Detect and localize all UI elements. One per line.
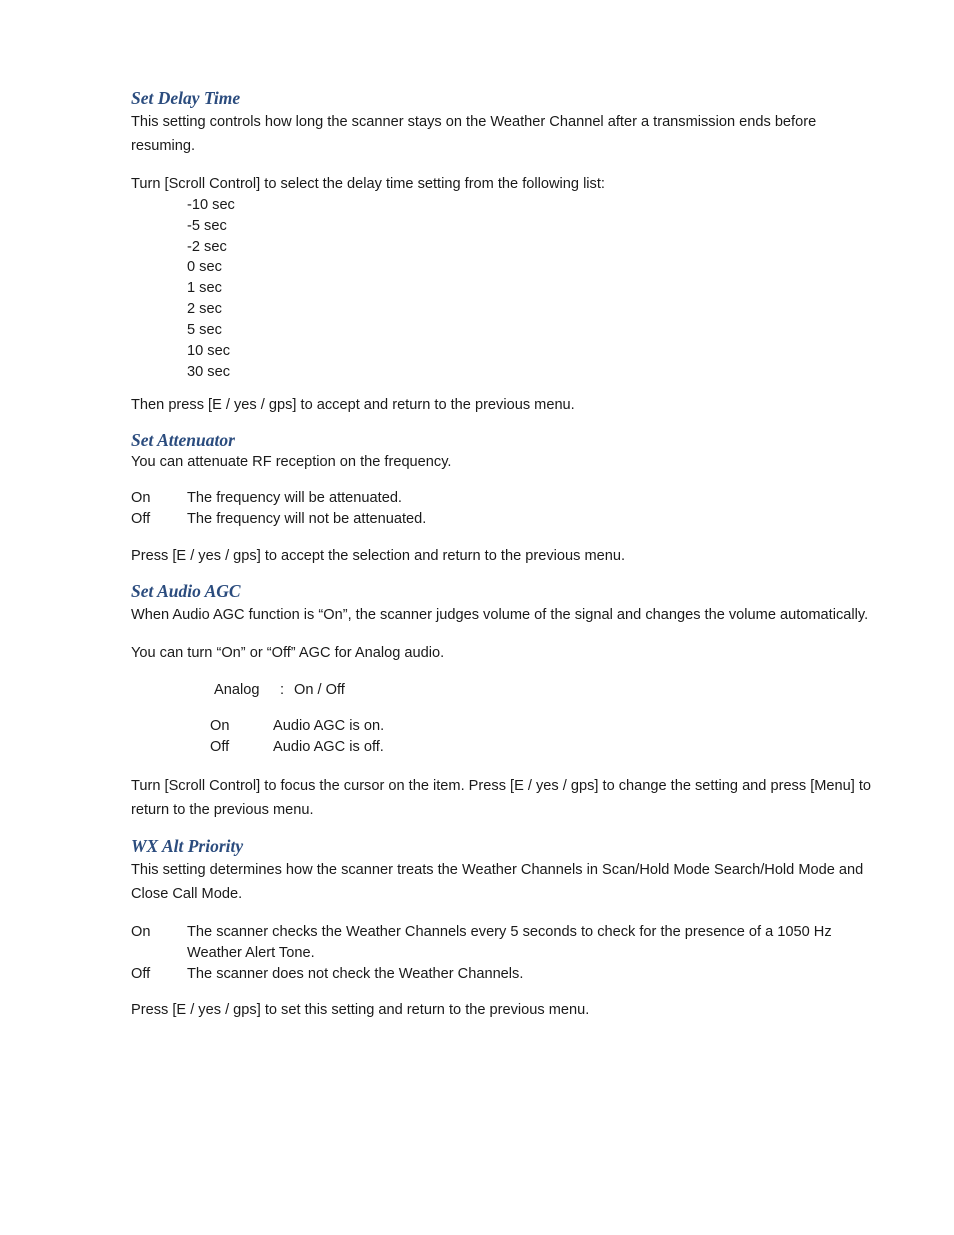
definition-term: Off (131, 965, 151, 982)
section-intro: When Audio AGC function is “On”, the scanner judges volume of the signal and changes the volume automatically. (131, 606, 869, 623)
definition-desc: The scanner does not check the Weather Channels. (187, 965, 524, 982)
list-item: 30 sec (187, 363, 230, 380)
list-item: -5 sec (187, 217, 227, 234)
section-intro: This setting controls how long the scanner stays on the Weather Channel after a transmission ends before resuming. (131, 114, 817, 154)
list-item: 10 sec (187, 343, 230, 360)
section-closing: Turn [Scroll Control] to focus the cursor on the item. Press [E / yes / gps] to change the setting and press [Menu] to return to the previous menu. (131, 777, 872, 818)
section-heading: Set Attenuator (131, 429, 235, 450)
setting-separator: : (280, 681, 285, 698)
definition-desc: Audio AGC is on. (273, 718, 385, 735)
section-intro: You can attenuate RF reception on the frequency. (131, 453, 452, 470)
section-wx-alt-priority (131, 834, 876, 1021)
section-instruction: Turn [Scroll Control] to select the delay time setting from the following list: (131, 176, 605, 192)
list-item: -2 sec (187, 238, 227, 255)
list-item: 2 sec (187, 301, 222, 318)
section-closing: Then press [E / yes / gps] to accept and return to the previous menu. (131, 396, 575, 413)
section-set-audio-agc (131, 579, 876, 822)
section-set-attenuator (131, 428, 876, 567)
setting-label: Analog (214, 681, 260, 698)
definition-row (131, 922, 876, 964)
setting-value: On / Off (294, 681, 345, 698)
document-page (131, 86, 876, 1021)
section-instruction: You can turn “On” or “Off” AGC for Analog audio. (131, 644, 445, 661)
definition-desc: The scanner checks the Weather Channels every 5 seconds to check for the presence of a 1050 Hz Weather Alert Tone. (187, 923, 832, 961)
definition-row (131, 964, 876, 985)
delay-time-list (187, 195, 876, 383)
definition-row (210, 716, 876, 737)
section-closing: Press [E / yes / gps] to accept the selection and return to the previous menu. (131, 548, 626, 564)
agc-setting-line (214, 680, 876, 701)
section-heading: WX Alt Priority (131, 835, 244, 856)
definition-term: On (210, 718, 230, 735)
definition-desc: The frequency will not be attenuated. (187, 511, 427, 528)
definition-row (131, 509, 876, 530)
definition-term: On (131, 490, 151, 507)
definition-row (131, 488, 876, 509)
list-item: 0 sec (187, 259, 222, 276)
definition-term: On (131, 923, 151, 940)
list-item: 5 sec (187, 322, 222, 339)
section-heading: Set Audio AGC (131, 580, 241, 601)
definition-desc: Audio AGC is off. (273, 739, 384, 756)
section-heading: Set Delay Time (131, 88, 241, 108)
section-set-delay-time (131, 86, 876, 416)
list-item: 1 sec (187, 280, 222, 297)
section-intro: This setting determines how the scanner treats the Weather Channels in Scan/Hold Mode Search/Hold Mode and Close Call Mode. (131, 861, 864, 902)
definition-desc: The frequency will be attenuated. (187, 490, 402, 507)
definition-term: Off (210, 739, 230, 756)
definition-row (210, 737, 876, 758)
list-item: -10 sec (187, 196, 235, 213)
section-closing: Press [E / yes / gps] to set this setting and return to the previous menu. (131, 1002, 590, 1019)
definition-term: Off (131, 511, 151, 528)
